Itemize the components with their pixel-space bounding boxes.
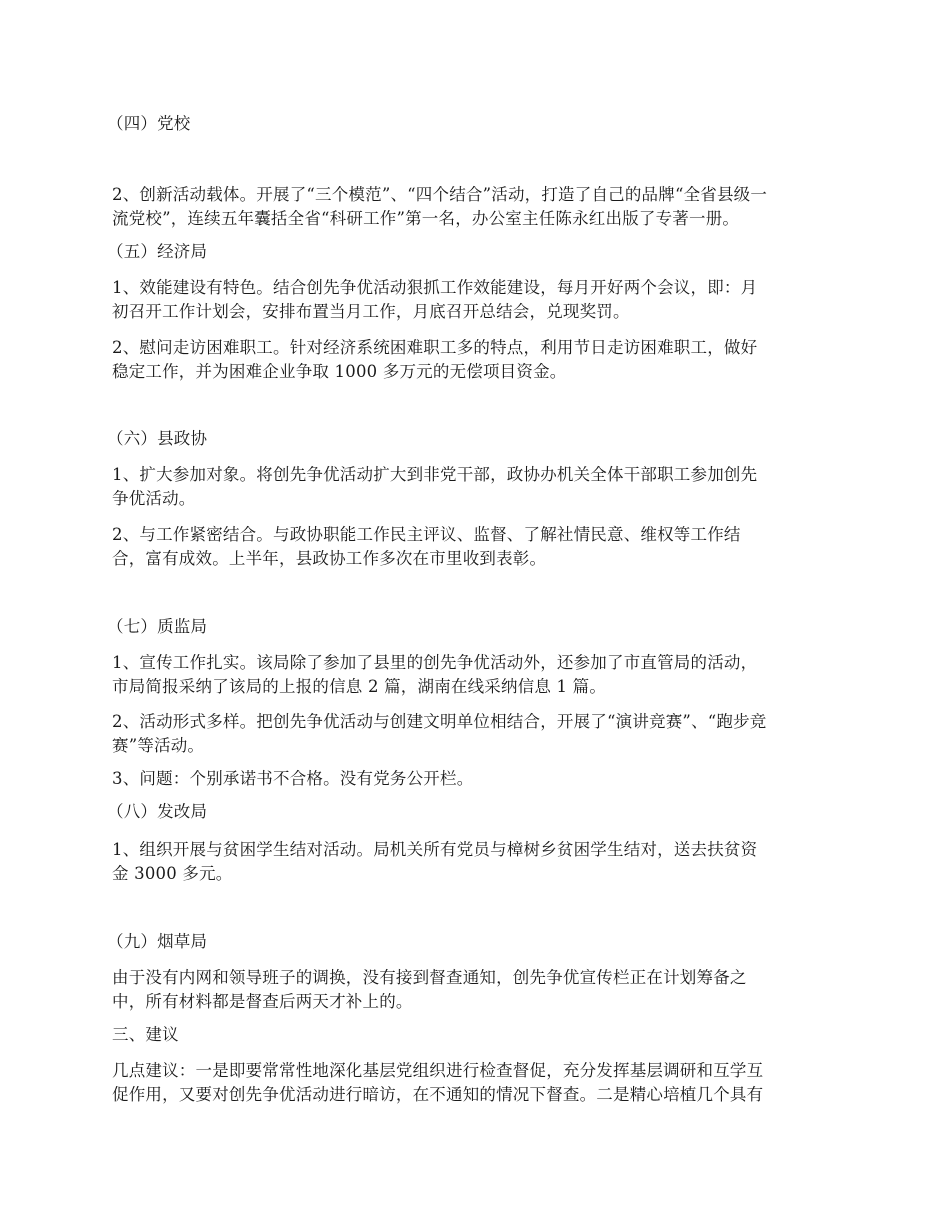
paragraph-line: 争优活动。 bbox=[112, 489, 196, 508]
paragraph-line: 市局简报采纳了该局的上报的信息 2 篇，湖南在线采纳信息 1 篇。 bbox=[112, 677, 607, 696]
paragraph-line: 2、慰问走访困难职工。针对经济系统困难职工多的特点，利用节日走访困难职工，做好 bbox=[112, 338, 758, 357]
paragraph-line: 促作用，又要对创先争优活动进行暗访，在不通知的情况下督查。二是精心培植几个具有 bbox=[112, 1085, 764, 1104]
paragraph-line: 1、效能建设有特色。结合创先争优活动狠抓工作效能建设，每月开好两个会议，即：月 bbox=[112, 278, 758, 297]
paragraph-line: 几点建议：一是即要常常性地深化基层党组织进行检查督促，充分发挥基层调研和互学互 bbox=[112, 1061, 764, 1080]
section-heading-economy-bureau: （五）经济局 bbox=[107, 242, 208, 261]
section-heading-suggestions: 三、建议 bbox=[112, 1025, 179, 1044]
paragraph-line: 由于没有内网和领导班子的调换，没有接到督查通知，创先争优宣传栏正在计划筹备之 bbox=[112, 968, 747, 987]
section-heading-quality-bureau: （七）质监局 bbox=[107, 617, 208, 636]
paragraph-line: 合，富有成效。上半年，县政协工作多次在市里收到表彰。 bbox=[112, 549, 547, 568]
paragraph-line: 赛”等活动。 bbox=[112, 736, 205, 755]
paragraph-line: 流党校”，连续五年囊括全省“科研工作”第一名，办公室主任陈永红出版了专著一册。 bbox=[112, 209, 740, 228]
paragraph-line: 2、创新活动载体。开展了“三个模范”、“四个结合”活动，打造了自己的品牌“全省县级一 bbox=[112, 185, 768, 204]
paragraph-line: 3、问题：个别承诺书不合格。没有党务公开栏。 bbox=[112, 769, 474, 788]
paragraph-line: 2、活动形式多样。把创先争优活动与创建文明单位相结合，开展了“演讲竞赛”、“跑步竞 bbox=[112, 712, 767, 731]
paragraph-line: 1、组织开展与贫困学生结对活动。局机关所有党员与樟树乡贫困学生结对，送去扶贫资 bbox=[112, 840, 758, 859]
paragraph-line: 中，所有材料都是督查后两天才补上的。 bbox=[112, 992, 413, 1011]
paragraph-line: 1、扩大参加对象。将创先争优活动扩大到非党干部，政协办机关全体干部职工参加创先 bbox=[112, 465, 758, 484]
paragraph-line: 1、宣传工作扎实。该局除了参加了县里的创先争优活动外，还参加了市直管局的活动， bbox=[112, 653, 758, 672]
section-heading-party-school: （四）党校 bbox=[107, 114, 191, 133]
section-heading-cppcc: （六）县政协 bbox=[107, 429, 208, 448]
section-heading-tobacco-bureau: （九）烟草局 bbox=[107, 932, 208, 951]
paragraph-line: 稳定工作，并为困难企业争取 1000 多万元的无偿项目资金。 bbox=[112, 362, 567, 381]
section-heading-development-bureau: （八）发改局 bbox=[107, 802, 208, 821]
paragraph-line: 初召开工作计划会，安排布置当月工作，月底召开总结会，兑现奖罚。 bbox=[112, 302, 630, 321]
paragraph-line: 2、与工作紧密结合。与政协职能工作民主评议、监督、了解社情民意、维权等工作结 bbox=[112, 525, 741, 544]
paragraph-line: 金 3000 多元。 bbox=[112, 864, 233, 883]
